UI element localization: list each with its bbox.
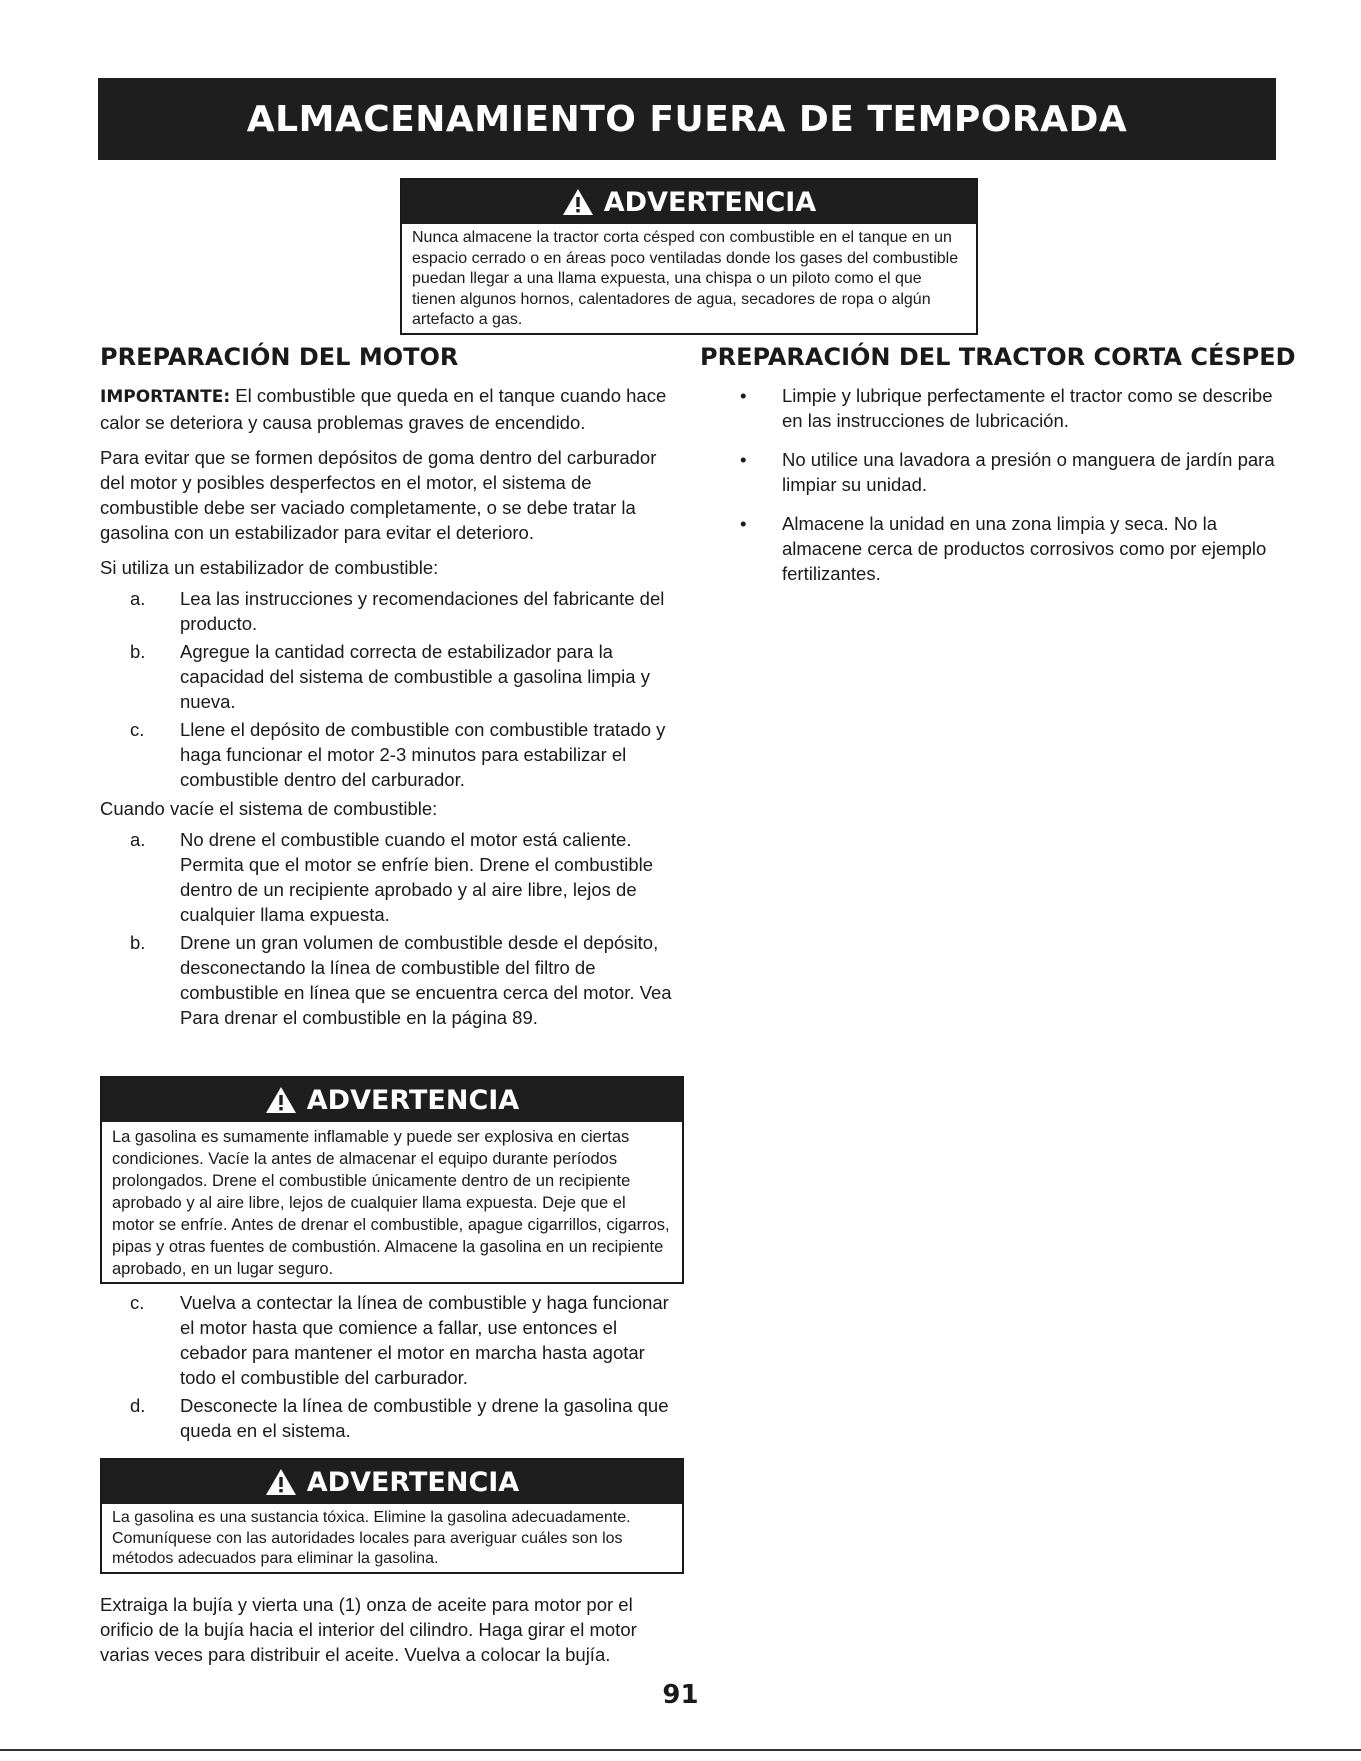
engine-prep-column — [100, 383, 680, 1034]
warning-header — [402, 180, 976, 224]
list-item: d. Desconecte la línea de combustible y drene la gasolina que queda en el sistema. — [130, 1395, 669, 1441]
page-number: 91 — [662, 1680, 699, 1710]
bullet-icon: • — [740, 449, 747, 470]
tractor-prep-list — [700, 383, 1278, 586]
warning-box-storage — [400, 178, 978, 335]
spark-plug-paragraph: Extraiga la bujía y vierta una (1) onza de aceite para motor por el orificio de la bujía hacia el interior del cilindro. Haga girar el motor varias veces para distribuir el aceite. Vuelva a colocar la bujía. — [100, 1594, 637, 1665]
warning-title: ADVERTENCIA — [306, 1466, 520, 1498]
section-title: ALMACENAMIENTO FUERA DE TEMPORADA — [246, 98, 1128, 140]
engine-prep-heading: PREPARACIÓN DEL MOTOR — [100, 343, 459, 371]
bottom-rule — [0, 1749, 1361, 1751]
list-item: c. Llene el depósito de combustible con combustible tratado y haga funcionar el motor 2-3 minutos para estabilizar el combustible dentro del carburador. — [130, 719, 666, 790]
warning-box-flammable — [100, 1076, 684, 1284]
warning-text: La gasolina es sumamente inflamable y puede ser explosiva en ciertas condiciones. Vacíe la antes de almacenar el equipo durante períodos prolongados. Drene el combustible únicamente dentro de un recipiente aprobado y al aire libre, lejos de cualquier llama expuesta. Deje que el motor se enfríe. Antes de drenar el combustible, apague cigarrillos, cigarros, pipas y otras fuentes de combustión. Almacene la gasolina en un recipiente aprobado, en un lugar seguro. — [112, 1128, 670, 1278]
important-paragraph: IMPORTANTE: El combustible que queda en el tanque cuando hace calor se deteriora y causa problemas graves de encendido. — [100, 385, 667, 433]
list-item: c. Vuelva a contectar la línea de combustible y haga funcionar el motor hasta que comience a fallar, use entonces el cebador para mantener el motor en marcha hasta agotar todo el combustible del carburador. — [130, 1292, 669, 1388]
list-item: a. Lea las instrucciones y recomendaciones del fabricante del producto. — [130, 588, 665, 634]
warning-title: ADVERTENCIA — [603, 186, 817, 218]
list-item: • Almacene la unidad en una zona limpia y seca. No la almacene cerca de productos corrosivos como por ejemplo fertilizantes. — [740, 513, 1267, 584]
tractor-prep-column — [700, 383, 1278, 600]
drain-steps — [100, 827, 680, 1030]
drain-intro: Cuando vacíe el sistema de combustible: — [100, 798, 438, 819]
gum-deposits-paragraph: Para evitar que se formen depósitos de goma dentro del carburador del motor y posibles desperfectos en el motor, el sistema de combustible debe ser vaciado completamente, o se debe tratar la gasolina con un estabilizador para evitar el deterioro. — [100, 447, 657, 543]
spark-plug-section — [100, 1592, 680, 1677]
bullet-icon: • — [740, 513, 747, 534]
stabilizer-steps — [100, 586, 680, 792]
list-item: • No utilice una lavadora a presión o manguera de jardín para limpiar su unidad. — [740, 449, 1275, 495]
list-item: b. Agregue la cantidad correcta de estabilizador para la capacidad del sistema de combustible a gasolina limpia y nueva. — [130, 641, 650, 712]
warning-text: La gasolina es una sustancia tóxica. Elimine la gasolina adecuadamente. Comuníquese con las autoridades locales para averiguar cuáles son los métodos adecuados para eliminar la gasolina. — [112, 1509, 631, 1567]
warning-title: ADVERTENCIA — [306, 1084, 520, 1116]
drain-steps-continued — [100, 1290, 680, 1447]
warning-text: Nunca almacene la tractor corta césped con combustible en el tanque en un espacio cerrado o en áreas poco ventiladas donde los gases del combustible puedan llegar a una llama expuesta, una chispa o un piloto como el que tienen algunos hornos, calentadores de agua, secadores de ropa o algún artefacto a gas. — [412, 229, 959, 328]
warning-triangle-icon — [265, 1086, 297, 1114]
warning-box-toxic — [100, 1458, 684, 1574]
list-item: • Limpie y lubrique perfectamente el tractor como se describe en las instrucciones de lubricación. — [740, 385, 1273, 431]
warning-triangle-icon — [562, 188, 594, 216]
important-label: IMPORTANTE: — [100, 387, 231, 407]
list-item: b. Drene un gran volumen de combustible desde el depósito, desconectando la línea de combustible del filtro de combustible en línea que se encuentra cerca del motor. Vea Para drenar el combustible en la página 89. — [130, 932, 672, 1028]
tractor-prep-heading: PREPARACIÓN DEL TRACTOR CORTA CÉSPED — [700, 343, 1296, 371]
section-banner — [98, 78, 1276, 160]
warning-triangle-icon — [265, 1468, 297, 1496]
warning-header — [102, 1460, 682, 1504]
bullet-icon: • — [740, 385, 747, 406]
stabilizer-intro: Si utiliza un estabilizador de combustible: — [100, 557, 439, 578]
list-item: a. No drene el combustible cuando el motor está caliente. Permita que el motor se enfríe bien. Drene el combustible dentro de un recipiente aprobado y al aire libre, lejos de cualquier llama expuesta. — [130, 829, 654, 925]
warning-header — [102, 1078, 682, 1122]
